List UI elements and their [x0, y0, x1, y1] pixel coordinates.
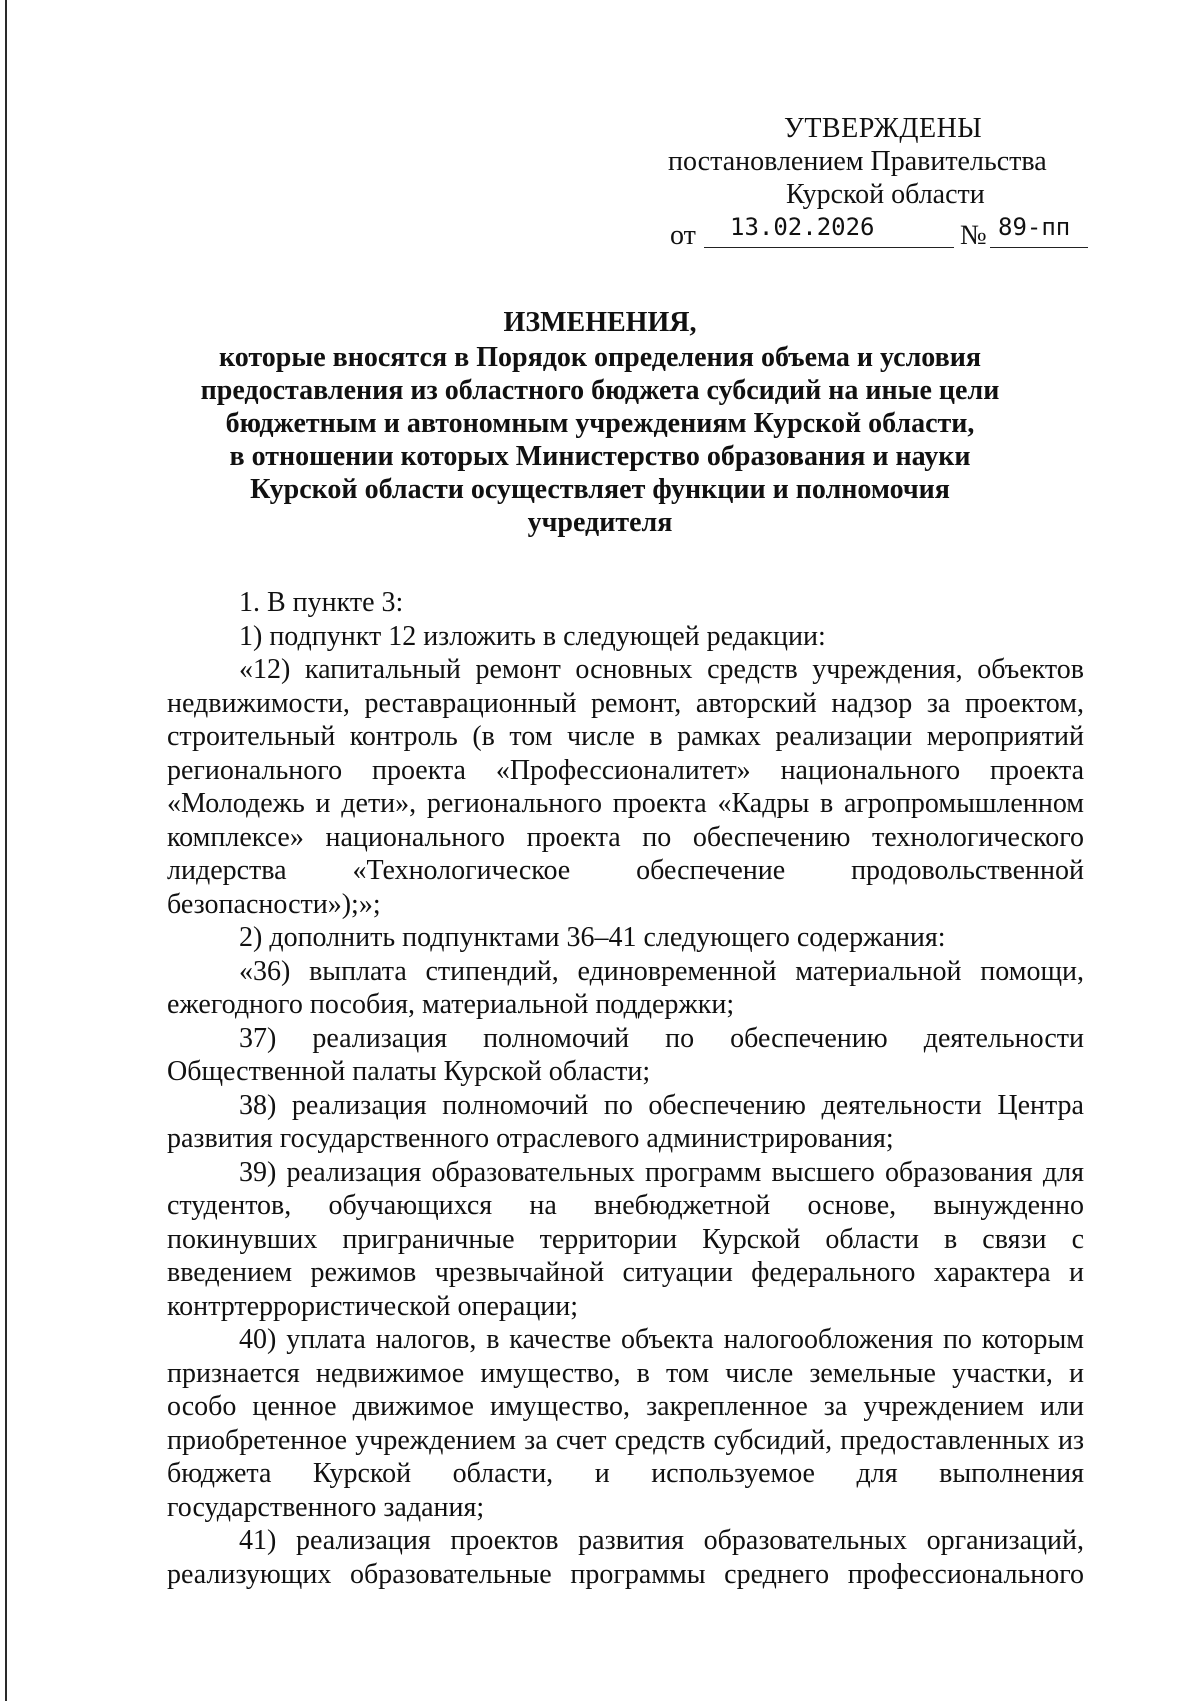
approved-label: УТВЕРЖДЕНЫ	[784, 113, 983, 144]
title-line: предоставления из областного бюджета субсидий на иные цели	[200, 375, 1000, 406]
document-title	[150, 306, 1050, 539]
paragraph: «12) капитальный ремонт основных средств учреждения, объектов недвижимости, реставрационный ремонт, авторский надзор за проектом, строительный контроль (в том числе в рамках реализации мероприятий регионального проекта «Профессионалитет» национального проекта «Молодежь и дети», регионального проекта «Кадры в агропромышленном комплексе» национального проекта по обеспечению технологического лидерства «Технологическое обеспечение продовольственной безопасности»);»;	[167, 654, 1084, 920]
number-field	[990, 213, 1088, 248]
paragraph: 39) реализация образовательных программ высшего образования для студентов, обучающихся на внебюджетной основе, вынужденно покинувших приграничные территории Курской области в связи с введением режимов чрезвычайной ситуации федерального характера и контртеррористической операции;	[167, 1156, 1084, 1322]
date-value: 13.02.2026	[730, 213, 875, 241]
paragraph: «36) выплата стипендий, единовременной материальной помощи, ежегодного пособия, материальной поддержки;	[167, 955, 1084, 1020]
paragraph: 38) реализация полномочий по обеспечению деятельности Центра развития государственного отраслевого администрирования;	[167, 1089, 1084, 1154]
paragraph: 1. В пункте 3:	[239, 587, 404, 618]
number-label: №	[960, 220, 987, 251]
paragraph: 1) подпункт 12 изложить в следующей редакции:	[239, 620, 826, 652]
document-body	[167, 586, 1084, 1591]
region-label: Курской области	[786, 179, 985, 210]
title-heading: ИЗМЕНЕНИЯ,	[503, 307, 697, 338]
paragraph: 40) уплата налогов, в качестве объекта налогообложения по которым признается недвижимое имущество, в том числе земельные участки, и особо ценное движимое имущество, закрепленное за учреждением или приобретенное учреждением за счет средств субсидий, предоставленных из бюджета Курской области, и используемое для выполнения государственного задания;	[167, 1324, 1084, 1523]
date-number-row	[660, 213, 1080, 253]
title-line: которые вносятся в Порядок определения объема и условия	[218, 342, 981, 373]
title-line: в отношении которых Министерство образования и науки	[229, 441, 971, 472]
date-field	[704, 213, 954, 248]
approval-stamp	[660, 112, 1080, 253]
title-line: Курской области осуществляет функции и полномочия	[250, 474, 950, 505]
paragraph: 37) реализация полномочий по обеспечению деятельности Общественной палаты Курской области;	[167, 1022, 1084, 1087]
scan-edge-line	[5, 0, 7, 1701]
number-value: 89-пп	[998, 213, 1071, 241]
title-line: учредителя	[527, 507, 673, 538]
from-label: от	[670, 220, 696, 251]
title-line: бюджетным и автономным учреждениям Курской области,	[225, 408, 975, 439]
resolution-label: постановлением Правительства	[668, 146, 1047, 177]
paragraph: 41) реализация проектов развития образовательных организаций, реализующих образовательные программы среднего профессионального	[167, 1525, 1084, 1590]
paragraph: 2) дополнить подпунктами 36–41 следующего содержания:	[239, 922, 946, 953]
